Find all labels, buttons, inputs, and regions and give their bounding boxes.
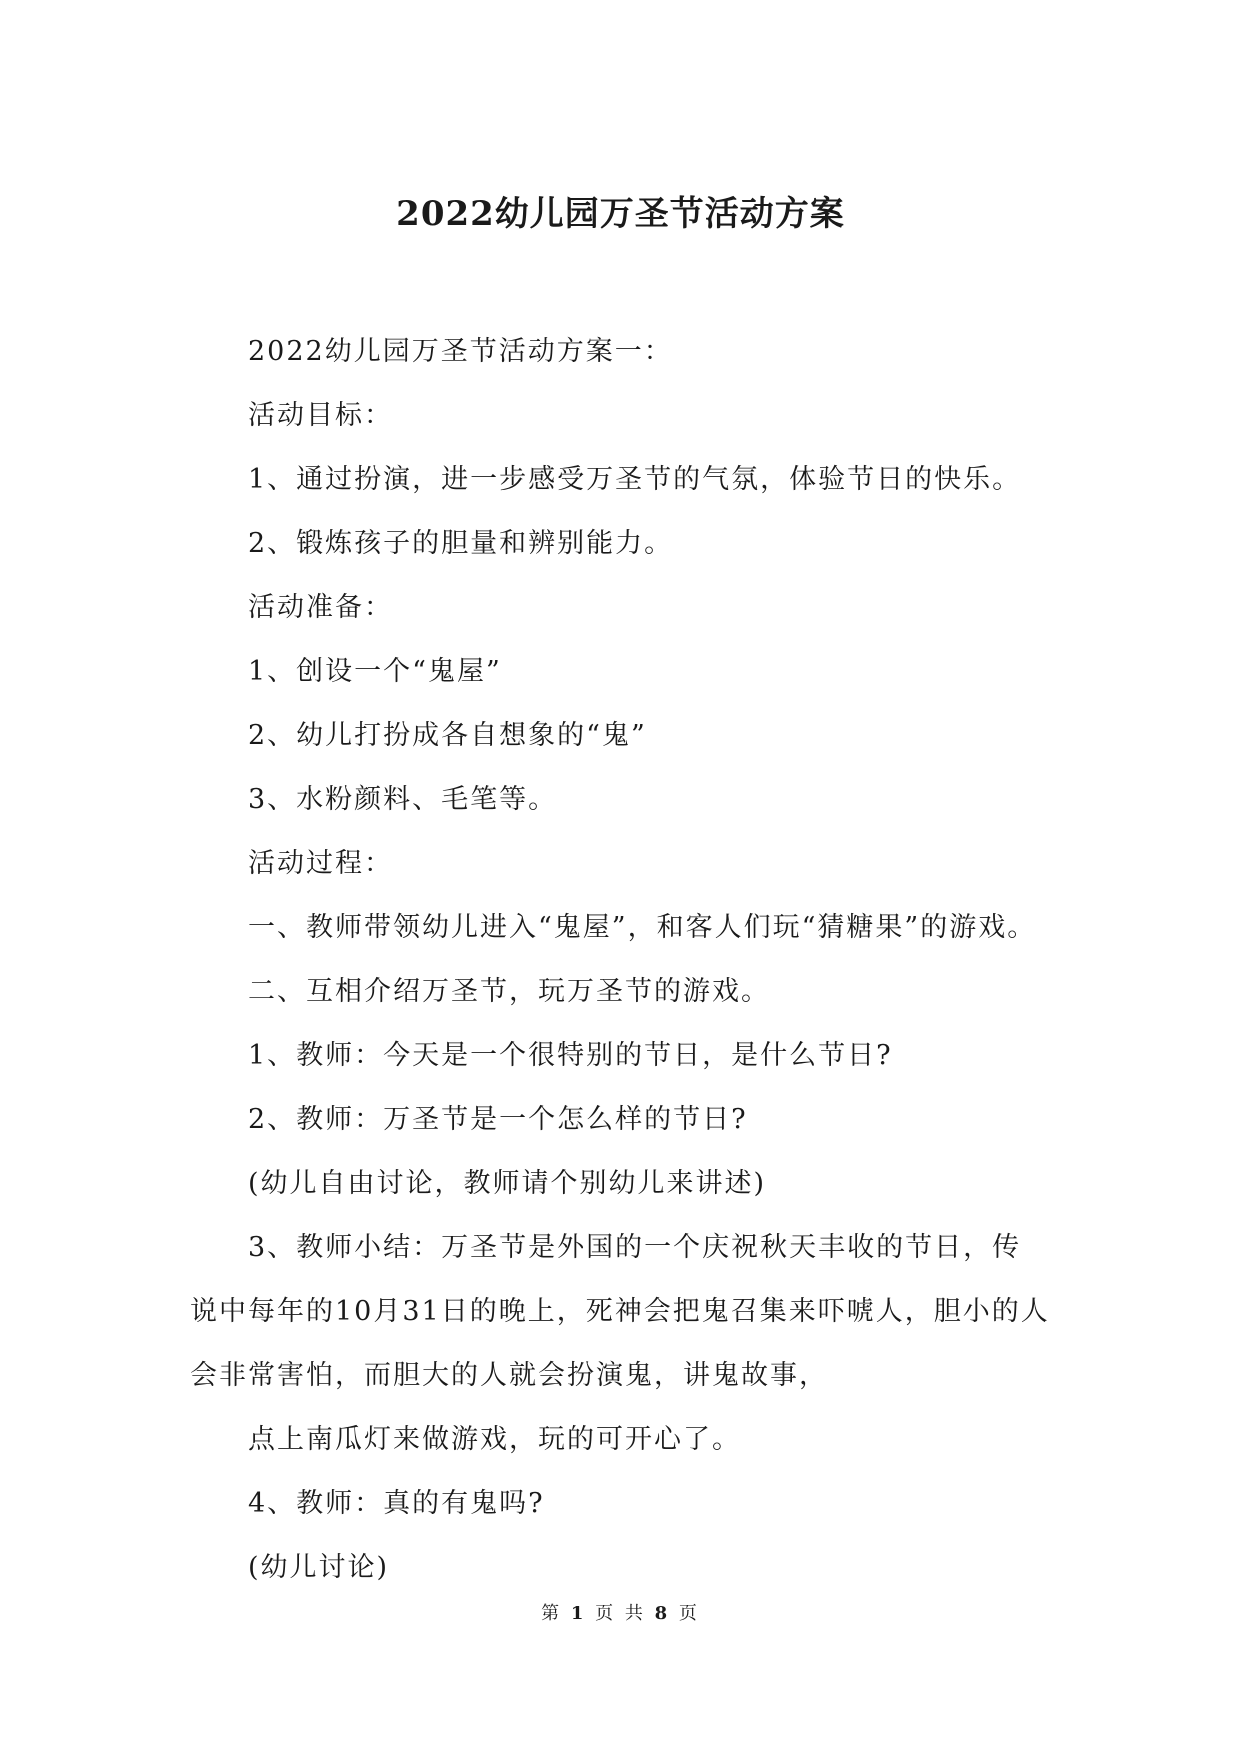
paragraph: 点上南瓜灯来做游戏，玩的可开心了。 [248, 1424, 741, 1455]
paragraph: 活动过程： [248, 848, 393, 879]
current-page-number: 1 [570, 1603, 587, 1624]
paragraph: 2、幼儿打扮成各自想象的“鬼” [248, 720, 647, 751]
page-footer [0, 1602, 1241, 1626]
paragraph: 4、教师：真的有鬼吗? [248, 1488, 545, 1519]
paragraph: 3、水粉颜料、毛笔等。 [248, 784, 558, 815]
total-page-number: 8 [654, 1603, 671, 1624]
paragraph: (幼儿讨论) [248, 1552, 390, 1583]
paragraph: 活动准备： [248, 592, 393, 623]
document-title: 2022幼儿园万圣节活动方案 [396, 194, 845, 234]
paragraph: 1、教师：今天是一个很特别的节日，是什么节日? [248, 1040, 893, 1071]
footer-suffix: 页 [678, 1603, 700, 1624]
paragraph: 活动目标： [248, 400, 393, 431]
paragraph: 2022幼儿园万圣节活动方案一： [248, 336, 673, 367]
footer-prefix: 第 [541, 1603, 563, 1624]
paragraph: 一、教师带领幼儿进入“鬼屋”，和客人们玩“猜糖果”的游戏。 [248, 912, 1037, 943]
document-body [190, 320, 1050, 1600]
paragraph: 2、锻炼孩子的胆量和辨别能力。 [248, 528, 674, 559]
paragraph: 1、通过扮演，进一步感受万圣节的气氛，体验节日的快乐。 [248, 464, 1022, 495]
paragraph: (幼儿自由讨论，教师请个别幼儿来讲述) [248, 1168, 767, 1199]
paragraph: 1、创设一个“鬼屋” [248, 656, 502, 687]
paragraph: 2、教师：万圣节是一个怎么样的节日? [248, 1104, 748, 1135]
footer-middle: 页 共 [595, 1603, 646, 1624]
paragraph: 二、互相介绍万圣节，玩万圣节的游戏。 [248, 976, 770, 1007]
paragraph-multiline: 3、教师小结：万圣节是外国的一个庆祝秋天丰收的节日，传说中每年的10月31日的晚上，死神会把鬼召集来吓唬人，胆小的人会非常害怕，而胆大的人就会扮演鬼，讲鬼故事， [190, 1232, 1050, 1391]
